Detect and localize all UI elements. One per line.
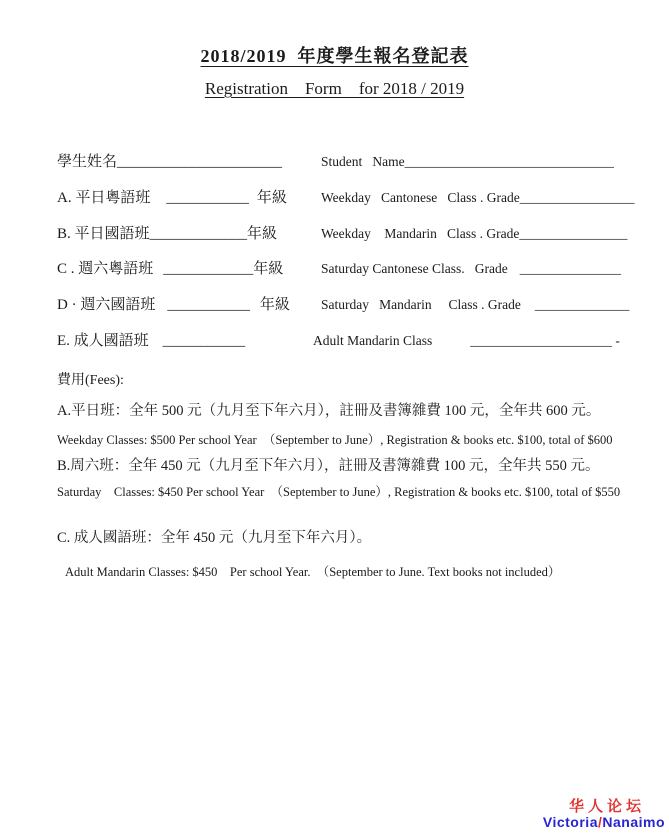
grade-blank-zh: ___________ — [166, 190, 249, 206]
class-label-en: Saturday Mandarin Class . Grade — [321, 297, 521, 312]
class-label-zh: B. 平日國語班 — [57, 226, 150, 242]
class-label-zh: A. 平日粵語班 — [57, 190, 151, 206]
fee-line-adult-zh: C. 成人國語班：全年 450 元（九月至下年六月）。 — [57, 530, 372, 546]
form-title-english: Registration Form for 2018 / 2019 — [204, 79, 465, 98]
class-label-zh: D · 週六國語班 — [57, 297, 156, 313]
fee-line-adult-en: Adult Mandarin Classes: $450 Per school Year. （September to June. Text books not included） — [65, 565, 561, 579]
class-label-en: Saturday Cantonese Class. Grade — [321, 261, 508, 276]
class-row-weekday-cantonese — [57, 186, 659, 207]
class-row-right — [313, 297, 659, 313]
grade-blank-zh: _____________ — [149, 226, 248, 242]
watermark-site-name — [543, 815, 665, 830]
class-label-en: Weekday Cantonese Class . Grade — [321, 190, 520, 205]
fees-heading: 費用(Fees): — [57, 373, 124, 388]
class-row-right — [313, 226, 659, 242]
watermark — [543, 799, 665, 830]
form-title-chinese: 2018/2019 年度學生報名登記表 — [200, 46, 469, 66]
grade-suffix-zh: 年級 — [247, 226, 278, 242]
class-row-left — [57, 186, 313, 207]
student-name-left — [57, 150, 313, 171]
grade-suffix-zh: 年級 — [259, 297, 290, 313]
class-row-left — [57, 222, 313, 243]
grade-blank-zh: ___________ — [167, 297, 250, 313]
fee-line-saturday-zh: B.周六班：全年 450 元（九月至下年六月），註冊及書簿雜費 100 元，全年共 550 元。 — [57, 458, 600, 474]
class-label-zh: E. 成人國語班 — [57, 333, 149, 349]
grade-suffix-zh: 年級 — [253, 261, 284, 277]
grade-suffix-zh: 年級 — [256, 190, 287, 206]
watermark-chinese-text: 华人论坛 — [568, 797, 645, 815]
class-row-right — [313, 261, 659, 277]
watermark-nanaimo: Nanaimo — [602, 813, 665, 830]
grade-blank-en: _______________ — [519, 261, 621, 276]
student-name-label-zh: 學生姓名 — [57, 154, 118, 170]
student-name-blank-zh: ______________________ — [117, 154, 283, 170]
class-row-weekday-mandarin — [57, 222, 659, 243]
grade-blank-en: ________________ — [519, 226, 628, 241]
grade-blank-zh: ____________ — [163, 261, 254, 277]
class-label-en: Weekday Mandarin Class . Grade — [321, 226, 520, 241]
class-row-left — [57, 293, 313, 314]
grade-blank-en: ______________ — [534, 297, 630, 312]
fee-line-saturday-en: Saturday Classes: $450 Per school Year （September to June）, Registration & books etc. $100, total of $550 — [57, 485, 621, 499]
class-label-zh: C . 週六粵語班 — [57, 261, 154, 277]
class-row-adult-mandarin — [57, 329, 659, 350]
grade-blank-zh: ___________ — [162, 333, 246, 349]
fee-line-weekday-en: Weekday Classes: $500 Per school Year （September to June）, Registration & books etc. $100, total of $600 — [57, 433, 613, 447]
class-row-saturday-mandarin — [57, 293, 659, 314]
watermark-victoria: Victoria — [542, 813, 598, 830]
student-name-row — [57, 150, 659, 171]
fee-line-weekday-zh: A.平日班：全年 500 元（九月至下年六月），註冊及書簿雜費 100 元，全年共 600 元。 — [57, 403, 601, 419]
class-row-right — [313, 190, 659, 206]
class-row-saturday-cantonese — [57, 257, 659, 278]
student-name-blank-en: _______________________________ — [404, 154, 614, 169]
class-row-left — [57, 257, 313, 278]
class-row-left — [57, 329, 313, 350]
student-name-right — [313, 154, 659, 170]
watermark-slash: / — [597, 813, 603, 830]
class-row-right — [313, 333, 659, 349]
grade-blank-en: _________________ — [519, 190, 635, 205]
student-name-label-en: Student Name — [321, 154, 405, 169]
class-label-en: Adult Mandarin Class — [313, 333, 433, 348]
grade-blank-en: _____________________ - — [470, 333, 620, 348]
